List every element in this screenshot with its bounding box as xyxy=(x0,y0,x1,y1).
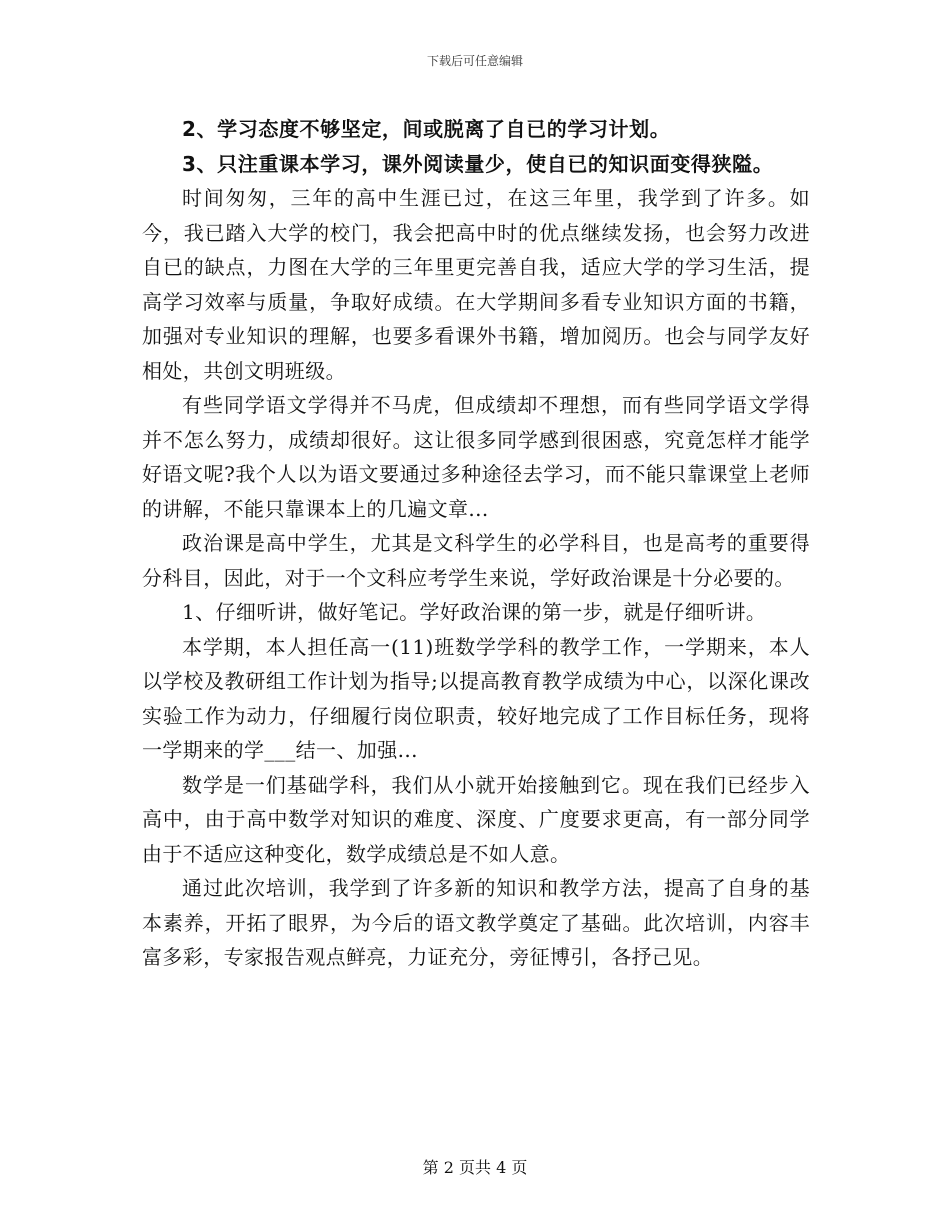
page-footer: 第 2 页共 4 页 xyxy=(422,1158,528,1177)
paragraph-5: 政治课是高中学生，尤其是文科学生的必学科目，也是高考的重要得分科目，因此，对于一个文科应考学生来说，学好政治课是十分必要的。 xyxy=(142,531,810,590)
paragraph-6: 1、仔细听讲，做好笔记。学好政治课的第一步，就是仔细听讲。 xyxy=(182,600,767,624)
paragraph-3: 时间匆匆，三年的高中生涯已过，在这三年里，我学到了许多。如今，我已踏入大学的校门，我会把高中时的优点继续发扬，也会努力改进自已的缺点，力图在大学的三年里更完善自我，适应大学的学习生活，提高学习效率与质量，争取好成绩。在大学期间多看专业知识方面的书籍，加强对专业知识的理解，也要多看课外书籍，增加阅历。也会与同学友好相处，共创文明班级。 xyxy=(142,186,810,383)
page-header: 下载后可任意编辑 xyxy=(426,54,523,68)
paragraph-4: 有些同学语文学得并不马虎，但成绩却不理想，而有些同学语文学得并不怎么努力，成绩却很好。这让很多同学感到很困惑，究竟怎样才能学好语文呢?我个人以为语文要通过多种途径去学习，而不能只靠课堂上老师的讲解，不能只靠课本上的几遍文章... xyxy=(142,393,810,521)
paragraph-9: 通过此次培训，我学到了许多新的知识和教学方法，提高了自身的基本素养，开拓了眼界，为今后的语文教学奠定了基础。此次培训，内容丰富多彩，专家报告观点鲜亮，力证充分，旁征博引，各抒己见。 xyxy=(142,876,810,969)
paragraph-2: 3、只注重课本学习，课外阅读量少，使自已的知识面变得狭隘。 xyxy=(182,151,774,176)
paragraph-8: 数学是一们基础学科，我们从小就开始接触到它。现在我们已经步入高中，由于高中数学对知识的难度、深度、广度要求更高，有一部分同学由于不适应这种变化，数学成绩总是不如人意。 xyxy=(142,772,810,866)
paragraph-1: 2、学习态度不够坚定，间或脱离了自已的学习计划。 xyxy=(182,117,671,141)
document-body xyxy=(142,112,810,975)
paragraph-7: 本学期，本人担任高一(11)班数学学科的教学工作，一学期来，本人以学校及教研组工作计划为指导;以提高教育教学成绩为中心，以深化课改实验工作为动力，仔细履行岗位职责，较好地完成了工作目标任务，现将一学期来的学___结一、加强... xyxy=(142,634,810,762)
